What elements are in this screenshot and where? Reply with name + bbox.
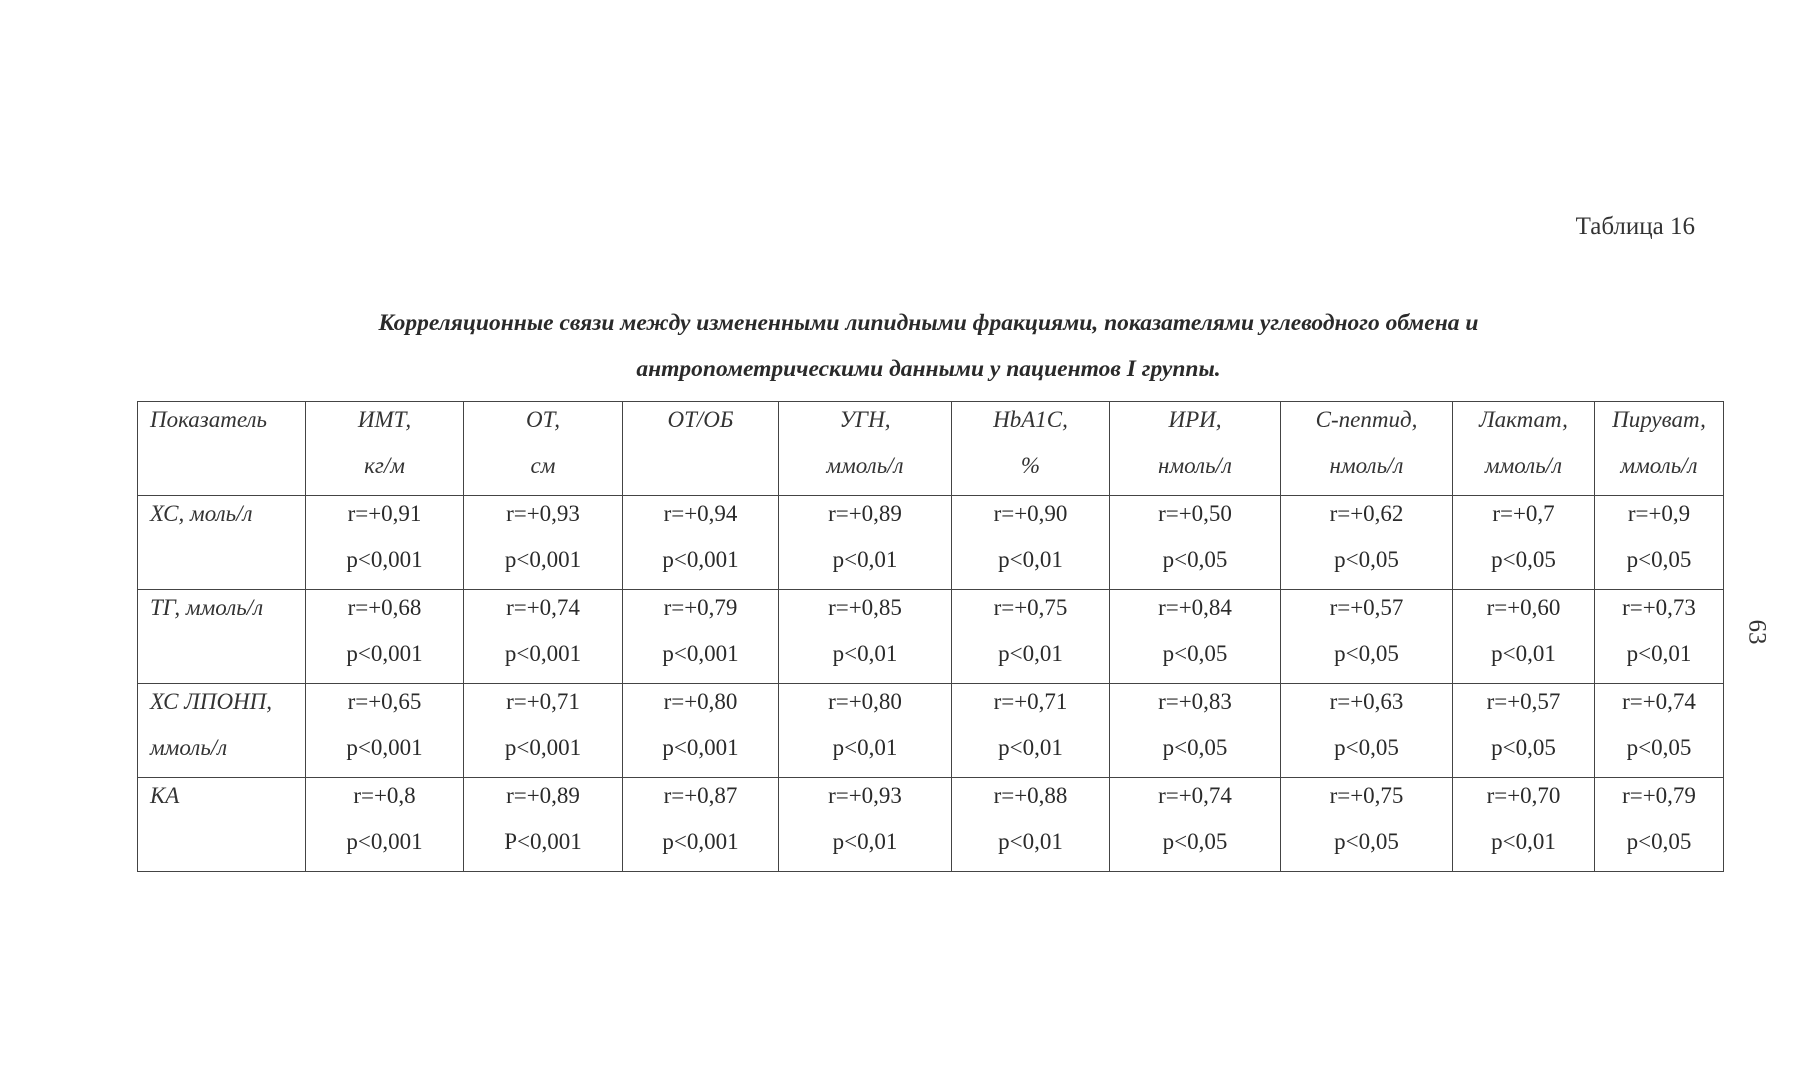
r-value: r=+0,63 bbox=[1329, 689, 1404, 714]
p-value: p<0,001 bbox=[662, 735, 739, 760]
row-label-unit: ммоль/л bbox=[150, 735, 228, 760]
r-value: r=+0,60 bbox=[1486, 595, 1561, 620]
p-value: p<0,05 bbox=[1626, 829, 1692, 854]
row-label-cell bbox=[138, 496, 306, 590]
table-cell bbox=[1110, 778, 1281, 872]
p-value: p<0,01 bbox=[1491, 641, 1556, 666]
table-cell bbox=[1453, 778, 1595, 872]
r-value: r=+0,50 bbox=[1158, 501, 1232, 526]
p-value: p<0,05 bbox=[1491, 547, 1556, 572]
r-value: r=+0,91 bbox=[347, 501, 422, 526]
p-value: p<0,001 bbox=[504, 641, 582, 666]
header-unit: ммоль/л bbox=[1620, 453, 1698, 478]
p-value: p<0,01 bbox=[832, 829, 898, 854]
p-value: p<0,01 bbox=[998, 735, 1063, 760]
r-value: r=+0,89 bbox=[506, 783, 580, 808]
table-cell bbox=[464, 590, 623, 684]
header-label: ИРИ, bbox=[1168, 407, 1222, 432]
header-cell-c-peptide bbox=[1281, 402, 1453, 496]
row-label-cell bbox=[138, 590, 306, 684]
r-value: r=+0,9 bbox=[1627, 501, 1691, 526]
p-value: p<0,001 bbox=[504, 735, 582, 760]
p-value: p<0,01 bbox=[832, 641, 898, 666]
header-cell-indicator bbox=[138, 402, 306, 496]
table-cell bbox=[1453, 590, 1595, 684]
p-value: p<0,001 bbox=[346, 547, 423, 572]
table-cell bbox=[306, 684, 464, 778]
p-value: p<0,05 bbox=[1334, 641, 1399, 666]
header-cell-waist bbox=[464, 402, 623, 496]
header-unit: ммоль/л bbox=[826, 453, 904, 478]
p-value: p<0,05 bbox=[1162, 641, 1228, 666]
table-cell bbox=[952, 778, 1110, 872]
table-cell bbox=[952, 684, 1110, 778]
table-row bbox=[138, 684, 1724, 778]
p-value: p<0,01 bbox=[1491, 829, 1556, 854]
table-cell bbox=[306, 496, 464, 590]
table-cell bbox=[306, 778, 464, 872]
table-cell bbox=[623, 590, 779, 684]
p-value: p<0,001 bbox=[346, 641, 423, 666]
r-value: r=+0,89 bbox=[828, 501, 902, 526]
table-cell bbox=[1281, 684, 1453, 778]
table-cell bbox=[1595, 778, 1724, 872]
header-cell-pyruvate bbox=[1595, 402, 1724, 496]
r-value: r=+0,80 bbox=[663, 689, 738, 714]
r-value: r=+0,68 bbox=[347, 595, 422, 620]
p-value: p<0,05 bbox=[1491, 735, 1556, 760]
r-value: r=+0,57 bbox=[1486, 689, 1561, 714]
row-label: ХС ЛПОНП, bbox=[150, 689, 273, 714]
header-cell-bmi bbox=[306, 402, 464, 496]
r-value: r=+0,75 bbox=[993, 595, 1068, 620]
header-cell-insulin bbox=[1110, 402, 1281, 496]
r-value: r=+0,79 bbox=[1622, 783, 1696, 808]
r-value: r=+0,70 bbox=[1486, 783, 1561, 808]
table-cell bbox=[952, 590, 1110, 684]
header-label: Лактат, bbox=[1479, 407, 1568, 432]
r-value: r=+0,79 bbox=[663, 595, 738, 620]
table-number-label: Таблица 16 bbox=[1575, 213, 1695, 240]
r-value: r=+0,93 bbox=[828, 783, 902, 808]
p-value: p<0,05 bbox=[1334, 829, 1399, 854]
table-cell bbox=[623, 684, 779, 778]
header-label: ОТ/ОБ bbox=[667, 407, 734, 432]
row-label-unit bbox=[138, 825, 305, 871]
header-label: Показатель bbox=[150, 407, 268, 432]
table-title-line2: антропометрическими данными у пациентов I группы. bbox=[636, 356, 1221, 382]
p-value: P<0,001 bbox=[504, 829, 582, 854]
table-cell bbox=[1595, 590, 1724, 684]
p-value: p<0,05 bbox=[1162, 735, 1228, 760]
row-label: КА bbox=[150, 783, 180, 808]
table-cell bbox=[779, 590, 952, 684]
table-row bbox=[138, 590, 1724, 684]
r-value: r=+0,80 bbox=[828, 689, 902, 714]
row-label: ХС, моль/л bbox=[150, 501, 253, 526]
r-value: r=+0,8 bbox=[353, 783, 416, 808]
header-cell-waist-hip bbox=[623, 402, 779, 496]
header-unit: нмоль/л bbox=[1158, 453, 1232, 478]
r-value: r=+0,74 bbox=[1158, 783, 1232, 808]
p-value: p<0,05 bbox=[1626, 735, 1692, 760]
r-value: r=+0,88 bbox=[993, 783, 1068, 808]
header-unit: ммоль/л bbox=[1484, 453, 1563, 478]
r-value: r=+0,62 bbox=[1329, 501, 1404, 526]
r-value: r=+0,75 bbox=[1329, 783, 1404, 808]
header-unit: нмоль/л bbox=[1329, 453, 1404, 478]
p-value: p<0,01 bbox=[832, 547, 898, 572]
correlation-table bbox=[137, 401, 1724, 872]
table-cell bbox=[464, 496, 623, 590]
table-cell bbox=[1595, 684, 1724, 778]
header-label: УГН, bbox=[839, 407, 891, 432]
table-row bbox=[138, 496, 1724, 590]
p-value: p<0,05 bbox=[1162, 829, 1228, 854]
table-cell bbox=[779, 684, 952, 778]
row-label-cell bbox=[138, 778, 306, 872]
r-value: r=+0,74 bbox=[1622, 689, 1696, 714]
p-value: p<0,01 bbox=[832, 735, 898, 760]
r-value: r=+0,90 bbox=[993, 501, 1068, 526]
p-value: p<0,01 bbox=[998, 641, 1063, 666]
table-title-line1: Корреляционные связи между измененными липидными фракциями, показателями углеводного обмена и bbox=[378, 310, 1479, 336]
r-value: r=+0,71 bbox=[506, 689, 580, 714]
header-cell-hba1c bbox=[952, 402, 1110, 496]
table-cell bbox=[623, 496, 779, 590]
p-value: p<0,01 bbox=[998, 547, 1063, 572]
p-value: p<0,001 bbox=[346, 735, 423, 760]
r-value: r=+0,74 bbox=[506, 595, 580, 620]
header-label: Пируват, bbox=[1612, 407, 1706, 432]
r-value: r=+0,71 bbox=[993, 689, 1068, 714]
r-value: r=+0,83 bbox=[1158, 689, 1232, 714]
r-value: r=+0,87 bbox=[663, 783, 738, 808]
header-unit: % bbox=[1020, 453, 1041, 478]
header-cell-fasting-glucose bbox=[779, 402, 952, 496]
row-label: ТГ, ммоль/л bbox=[150, 595, 264, 620]
table-cell bbox=[779, 496, 952, 590]
table-cell bbox=[779, 778, 952, 872]
p-value: p<0,001 bbox=[346, 829, 423, 854]
table-cell bbox=[1595, 496, 1724, 590]
r-value: r=+0,65 bbox=[347, 689, 422, 714]
r-value: r=+0,84 bbox=[1158, 595, 1232, 620]
table-cell bbox=[1281, 590, 1453, 684]
table-cell bbox=[1110, 496, 1281, 590]
header-unit bbox=[623, 449, 778, 495]
r-value: r=+0,85 bbox=[828, 595, 902, 620]
header-label: С-пептид, bbox=[1315, 407, 1418, 432]
p-value: p<0,05 bbox=[1334, 547, 1399, 572]
row-label-unit bbox=[138, 637, 305, 683]
table-header-row bbox=[138, 402, 1724, 496]
p-value: p<0,001 bbox=[662, 829, 739, 854]
header-label: ИМТ, bbox=[357, 407, 412, 432]
header-unit: кг/м bbox=[364, 453, 405, 478]
p-value: p<0,05 bbox=[1334, 735, 1399, 760]
table-cell bbox=[1453, 684, 1595, 778]
table-cell bbox=[1110, 684, 1281, 778]
table-cell bbox=[464, 684, 623, 778]
header-label: ОТ, bbox=[525, 407, 560, 432]
p-value: p<0,01 bbox=[998, 829, 1063, 854]
table-row bbox=[138, 778, 1724, 872]
row-label-unit bbox=[138, 543, 305, 589]
table-cell bbox=[952, 496, 1110, 590]
table-cell bbox=[1110, 590, 1281, 684]
table-cell bbox=[1453, 496, 1595, 590]
p-value: p<0,05 bbox=[1626, 547, 1692, 572]
p-value: p<0,001 bbox=[504, 547, 582, 572]
header-label: HbA1C, bbox=[993, 407, 1068, 432]
p-value: p<0,05 bbox=[1162, 547, 1228, 572]
header-cell-lactate bbox=[1453, 402, 1595, 496]
row-label-cell bbox=[138, 684, 306, 778]
header-unit: см bbox=[530, 453, 556, 478]
table-cell bbox=[1281, 496, 1453, 590]
p-value: p<0,001 bbox=[662, 641, 739, 666]
r-value: r=+0,7 bbox=[1492, 501, 1555, 526]
r-value: r=+0,73 bbox=[1622, 595, 1696, 620]
page-number: 63 bbox=[1743, 619, 1771, 645]
table-cell bbox=[1281, 778, 1453, 872]
r-value: r=+0,57 bbox=[1329, 595, 1404, 620]
p-value: p<0,01 bbox=[1626, 641, 1692, 666]
r-value: r=+0,93 bbox=[506, 501, 580, 526]
header-unit bbox=[138, 449, 305, 495]
table-cell bbox=[306, 590, 464, 684]
table-cell bbox=[623, 778, 779, 872]
p-value: p<0,001 bbox=[662, 547, 739, 572]
table-cell bbox=[464, 778, 623, 872]
r-value: r=+0,94 bbox=[663, 501, 738, 526]
